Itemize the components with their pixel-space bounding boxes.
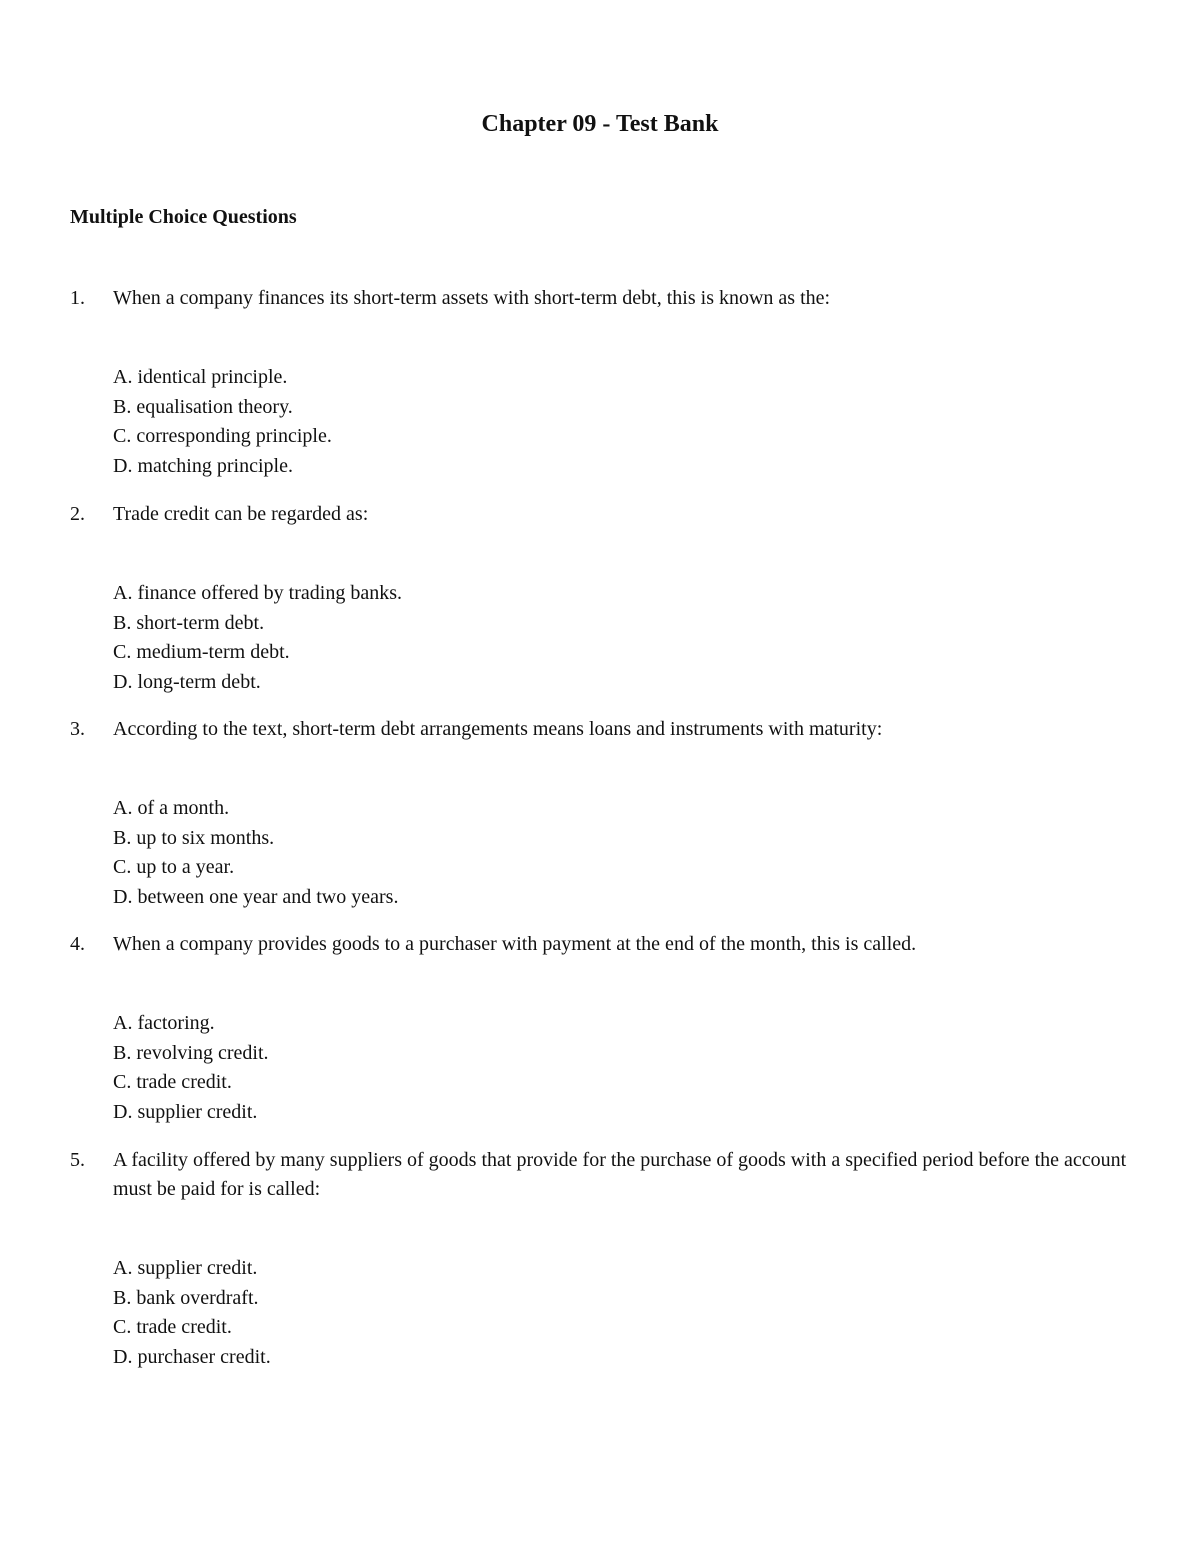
question-2 — [70, 500, 1140, 697]
answer-options — [113, 794, 1140, 912]
section-heading: Multiple Choice Questions — [70, 206, 297, 228]
answer-option: C. corresponding principle. — [113, 425, 332, 447]
answer-option: D. purchaser credit. — [113, 1345, 271, 1368]
question-text: Trade credit can be regarded as: — [113, 503, 369, 525]
page-title: Chapter 09 - Test Bank — [481, 111, 719, 137]
answer-option: D. long-term debt. — [113, 670, 261, 693]
question-text: A facility offered by many suppliers of goods that provide for the purchase of goods with a specified period before the account must be paid for is called: — [113, 1149, 1127, 1200]
question-4 — [70, 930, 1140, 1127]
answer-option: B. equalisation theory. — [113, 395, 293, 418]
answer-option: C. trade credit. — [113, 1071, 232, 1093]
answer-option: D. between one year and two years. — [113, 885, 399, 908]
answer-option: C. up to a year. — [113, 856, 235, 878]
question-number: 3. — [70, 718, 85, 740]
answer-option: D. matching principle. — [113, 454, 293, 477]
question-number: 5. — [70, 1149, 85, 1171]
answer-options — [113, 363, 1140, 481]
answer-option: C. medium-term debt. — [113, 641, 290, 663]
answer-option: A. finance offered by trading banks. — [113, 582, 402, 604]
question-5 — [70, 1146, 1140, 1372]
answer-options — [113, 1254, 1140, 1372]
answer-options — [113, 579, 1140, 697]
question-text: When a company provides goods to a purchaser with payment at the end of the month, this is called. — [113, 933, 917, 955]
question-number: 4. — [70, 933, 85, 955]
answer-option: C. trade credit. — [113, 1316, 232, 1338]
answer-option: A. of a month. — [113, 797, 230, 819]
answer-option: D. supplier credit. — [113, 1100, 258, 1123]
question-text: According to the text, short-term debt arrangements means loans and instruments with maturity: — [113, 718, 883, 740]
question-number: 1. — [70, 287, 85, 309]
question-1 — [70, 284, 1140, 481]
answer-option: B. short-term debt. — [113, 611, 265, 634]
answer-options — [113, 1009, 1140, 1127]
question-3 — [70, 715, 1140, 912]
answer-option: B. bank overdraft. — [113, 1286, 259, 1309]
answer-option: A. identical principle. — [113, 366, 288, 388]
question-text: When a company finances its short-term assets with short-term debt, this is known as the: — [113, 287, 831, 309]
answer-option: B. up to six months. — [113, 826, 275, 849]
question-number: 2. — [70, 503, 85, 525]
answer-option: A. supplier credit. — [113, 1257, 258, 1279]
answer-option: A. factoring. — [113, 1012, 215, 1034]
answer-option: B. revolving credit. — [113, 1041, 269, 1064]
